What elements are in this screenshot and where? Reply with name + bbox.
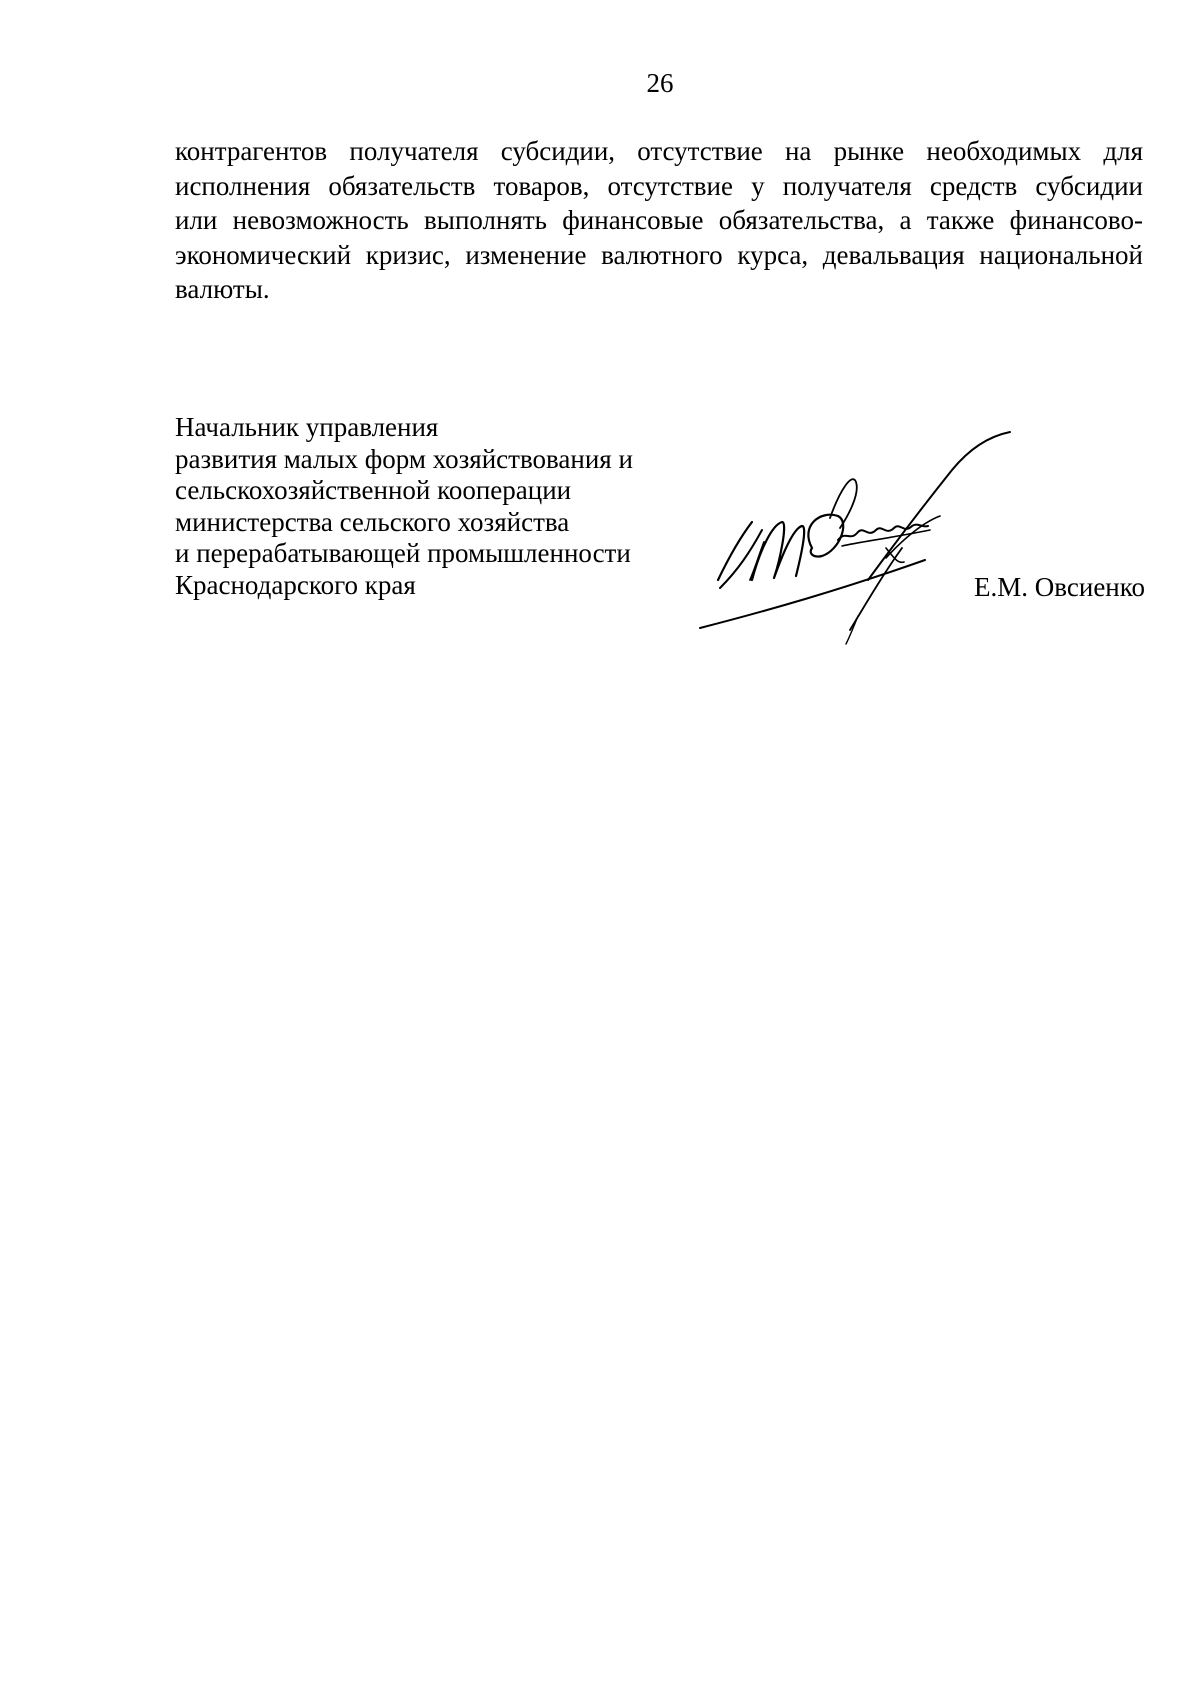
position-line: сельскохозяйственной кооперации xyxy=(175,475,572,505)
position-line: министерства сельского хозяйства xyxy=(175,506,570,537)
signatory-name: Е.М. Овсиенко xyxy=(974,572,1145,602)
body-paragraph xyxy=(175,134,1143,307)
position-line: и перерабатывающей промышленности xyxy=(175,538,631,568)
paragraph-line: валюты. xyxy=(175,274,270,304)
paragraph-line: контрагентов получателя субсидии, отсутствие на рынке необходимых для xyxy=(175,136,1143,166)
position-line: Начальник управления xyxy=(175,412,439,442)
paragraph-line: экономический кризис, изменение валютного курса, девальвация национальной xyxy=(175,239,1143,270)
handwritten-signature xyxy=(690,430,1050,650)
page-number: 26 xyxy=(646,68,674,98)
signatory-position xyxy=(175,412,695,601)
paragraph-line: или невозможность выполнять финансовые обязательства, а также финансово- xyxy=(175,205,1143,235)
paragraph-line: исполнения обязательств товаров, отсутствие у получателя средств субсидии xyxy=(175,170,1143,201)
position-line: Краснодарского края xyxy=(175,569,416,600)
position-line: развития малых форм хозяйствования и xyxy=(175,443,633,474)
